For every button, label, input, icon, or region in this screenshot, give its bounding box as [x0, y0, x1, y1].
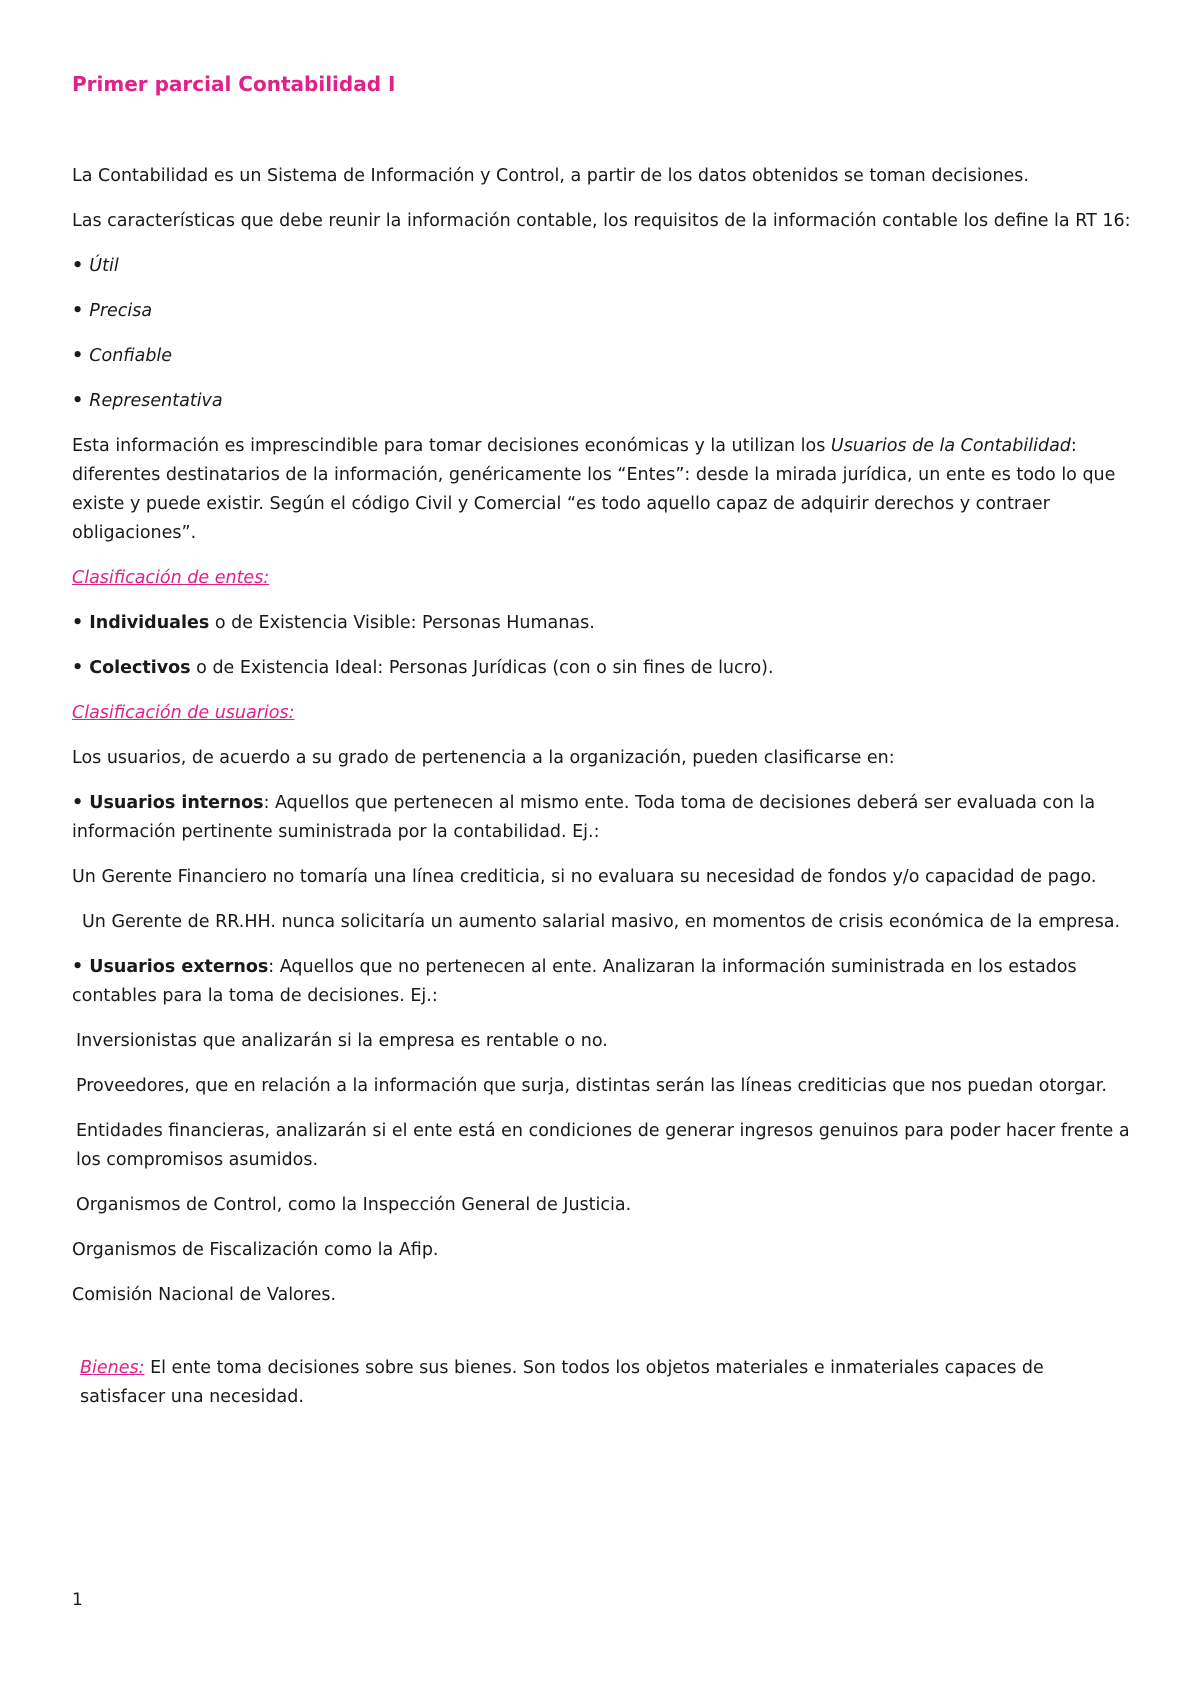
externos-example: Comisión Nacional de Valores. [72, 1285, 337, 1305]
requisito-item [72, 252, 1132, 281]
ente-term: Colectivos [89, 658, 191, 678]
externos-example: Organismos de Control, como la Inspección General de Justicia. [76, 1195, 632, 1215]
clasificacion-usuarios-intro: Los usuarios, de acuerdo a su grado de pertenencia a la organización, pueden clasificarse en: [72, 748, 895, 768]
externos-example: Inversionistas que analizarán si la empresa es rentable o no. [76, 1031, 608, 1051]
bienes-text: El ente toma decisiones sobre sus bienes. Son todos los objetos materiales e inmateriales capaces de satisfacer una necesidad. [80, 1358, 1044, 1407]
usuarios-internos-desc: : Aquellos que pertenecen al mismo ente. Toda toma de decisiones deberá ser evaluada con la información pertinente suministrada por la contabilidad. Ej.: [72, 793, 1096, 842]
bienes-paragraph [72, 1354, 1132, 1412]
ente-term: Individuales [89, 613, 210, 633]
usuarios-text-after: : diferentes destinatarios de la información, genéricamente los “Entes”: desde la mirada jurídica, un ente es todo lo que existe y puede existir. Según el código Civil y Comercial “es todo aquello capaz de adquirir derechos y contraer obligaciones”. [72, 436, 1116, 543]
externos-example: Entidades financieras, analizarán si el ente está en condiciones de generar ingresos genuinos para poder hacer frente a los compromisos asumidos. [76, 1121, 1130, 1170]
internos-example: Un Gerente Financiero no tomaría una línea crediticia, si no evaluara su necesidad de fondos y/o capacidad de pago. [72, 867, 1097, 887]
requisito-label: Precisa [89, 301, 153, 321]
requisito-item [72, 387, 1132, 416]
document-body [72, 162, 1132, 1428]
clasificacion-entes-heading: Clasificación de entes: [72, 568, 270, 588]
ente-desc: o de Existencia Ideal: Personas Jurídicas (con o sin fines de lucro). [190, 658, 774, 678]
page-number: 1 [72, 1590, 83, 1610]
ente-desc: o de Existencia Visible: Personas Humanas. [209, 613, 595, 633]
requisito-label: Confiable [89, 346, 173, 366]
intro-paragraph: La Contabilidad es un Sistema de Información y Control, a partir de los datos obtenidos se toman decisiones. [72, 166, 1029, 186]
usuarios-internos-item [72, 789, 1132, 847]
clasificacion-usuarios-heading: Clasificación de usuarios: [72, 703, 295, 723]
ente-item [72, 654, 1132, 683]
ente-item [72, 609, 1132, 638]
internos-example: Un Gerente de RR.HH. nunca solicitaría un aumento salarial masivo, en momentos de crisis económica de la empresa. [82, 912, 1121, 932]
externos-example: Organismos de Fiscalización como la Afip. [72, 1240, 439, 1260]
document-title: Primer parcial Contabilidad I [72, 72, 396, 96]
usuarios-emphasis: Usuarios de la Contabilidad [830, 436, 1071, 456]
requisito-label: Representativa [89, 391, 223, 411]
requisito-item [72, 297, 1132, 326]
usuarios-externos-term: Usuarios externos [89, 957, 269, 977]
usuarios-text-before: Esta información es imprescindible para tomar decisiones económicas y la utilizan los [72, 436, 831, 456]
usuarios-internos-term: Usuarios internos [89, 793, 264, 813]
usuarios-paragraph [72, 432, 1132, 548]
bienes-heading: Bienes: [80, 1358, 145, 1378]
requisito-item [72, 342, 1132, 371]
requisito-label: Útil [89, 256, 119, 276]
externos-example: Proveedores, que en relación a la información que surja, distintas serán las líneas crediticias que nos puedan otorgar. [76, 1076, 1107, 1096]
usuarios-externos-item [72, 953, 1132, 1011]
requisitos-paragraph: Las características que debe reunir la información contable, los requisitos de la información contable los define la RT 16: [72, 211, 1131, 231]
usuarios-externos-desc: : Aquellos que no pertenecen al ente. Analizaran la información suministrada en los estados contables para la toma de decisiones. Ej.: [72, 957, 1077, 1006]
